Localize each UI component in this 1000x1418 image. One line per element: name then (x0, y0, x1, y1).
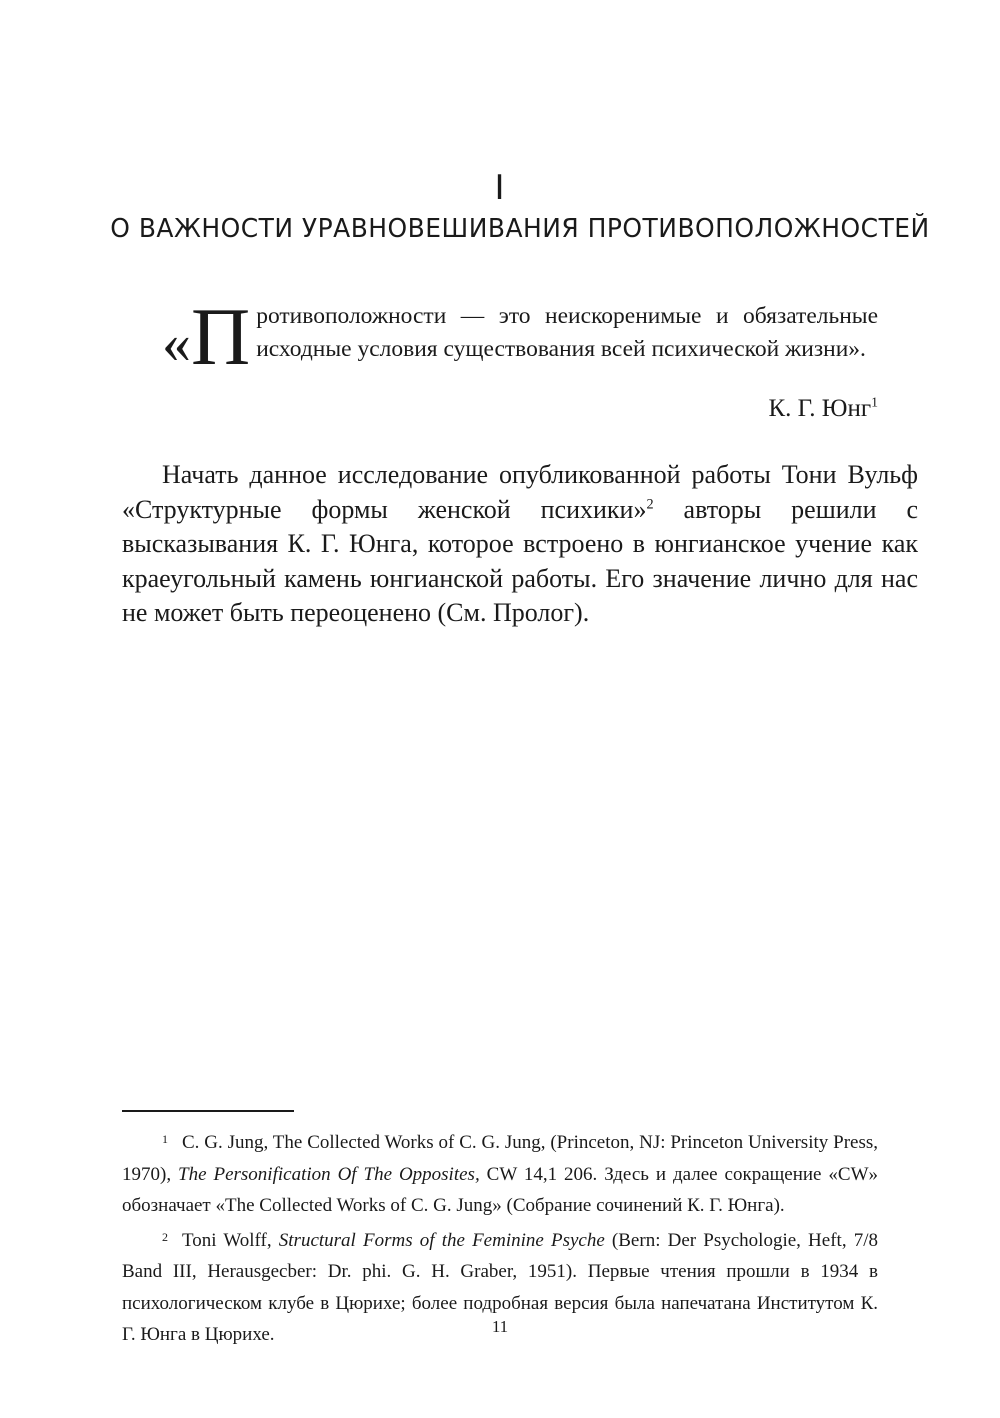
page-number: 11 (491, 1317, 509, 1336)
epigraph-open-quote: « (162, 310, 191, 375)
epigraph-dropcap: П (191, 291, 251, 382)
footnote-separator (122, 1110, 294, 1112)
body-text-before-ref: Начать данное исследование опубликованной работы Тони Вульф «Структурные формы женской психики» (122, 460, 918, 524)
footnote-ref-2[interactable]: 2 (646, 495, 654, 512)
epigraph-text: ротивоположности — это неискоренимые и обязательные исходные условия существования всей психической жизни». (256, 303, 878, 362)
body-paragraph (122, 458, 918, 631)
footnote-ref-1[interactable]: 1 (871, 394, 878, 410)
footnote-1 (122, 1124, 878, 1222)
epigraph (162, 291, 878, 382)
footnote-text: Toni Wolff, (182, 1229, 279, 1251)
footnote-italic-title: The Personification Of The Opposites, (178, 1163, 480, 1185)
epigraph-author: К. Г. Юнг (768, 395, 872, 422)
footnote-italic-title: Structural Forms of the Feminine Psyche (278, 1229, 605, 1251)
footnote-text: CW 14,1 206. Здесь и далее сокращение «CW» обозначает «The Collected Works of C. G. Jung» (Собрание сочинений К. Г. Юнга). (122, 1163, 879, 1216)
footnote-mark: 1 (162, 1132, 168, 1146)
body-text-after-ref: авторы решили с высказывания К. Г. Юнга, которое встроено в юнгианское учение как краеугольный камень юнгианской работы. Его значение лично для нас не может быть переоценено (См. Пролог). (122, 494, 918, 627)
footnote-text: (Bern: Der Psychologie, Heft, 7/8 Band III, Herausgecber: Dr. phi. G. H. Graber, 1951). Первые чтения прошли в 1934 в психологическом клубе в Цюрихе; более подробная версия была напечатана Институтом К. Г. Юнга в Цюрихе. (122, 1229, 879, 1345)
footnote-text: C. G. Jung, The Collected Works of C. G. Jung, (Princeton, NJ: Princeton University Press, 1970), (122, 1132, 878, 1185)
chapter-number: I (494, 168, 506, 208)
chapter-title: О ВАЖНОСТИ УРАВНОВЕШИВАНИЯ ПРОТИВОПОЛОЖНОСТЕЙ (110, 214, 930, 244)
epigraph-attribution (500, 395, 878, 423)
footnote-mark: 2 (162, 1229, 168, 1244)
